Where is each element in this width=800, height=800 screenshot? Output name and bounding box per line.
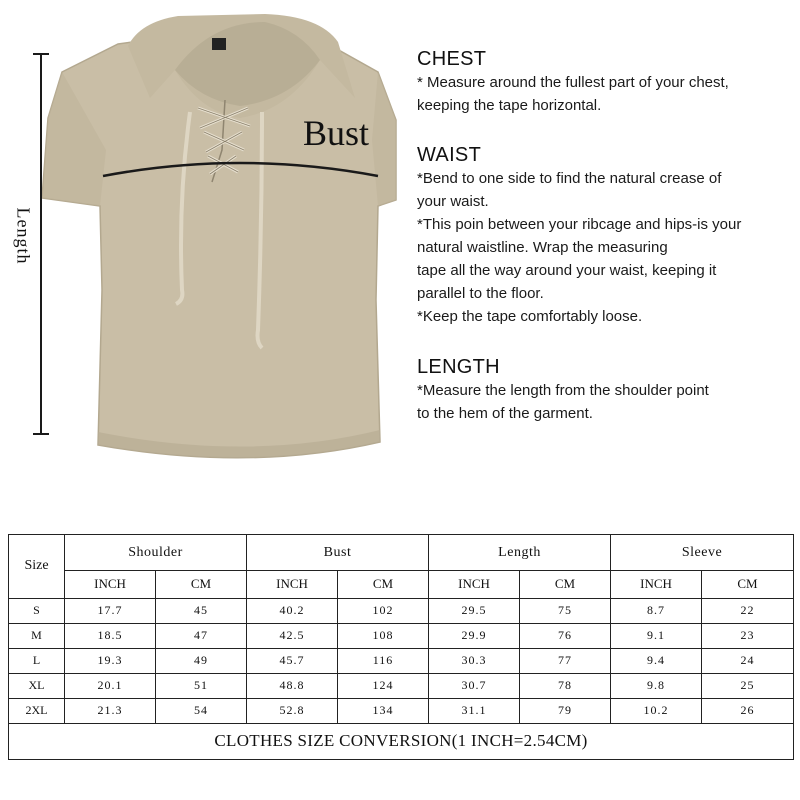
size-cell: L xyxy=(9,648,65,673)
table-cell: 20.1 xyxy=(65,673,156,698)
chest-heading: CHEST xyxy=(417,48,487,70)
table-cell: 77 xyxy=(520,648,611,673)
table-cell: 78 xyxy=(520,673,611,698)
size-cell: M xyxy=(9,623,65,648)
table-cell: 9.4 xyxy=(611,648,702,673)
table-cell: 45 xyxy=(156,598,247,623)
table-cell: 49 xyxy=(156,648,247,673)
bust-label: Bust xyxy=(303,113,370,153)
chest-line: keeping the tape horizontal. xyxy=(417,97,602,114)
table-cell: 9.1 xyxy=(611,623,702,648)
table-cell: 26 xyxy=(702,698,794,723)
table-cell: 40.2 xyxy=(247,598,338,623)
group-header-length: Length xyxy=(429,535,611,571)
hooded-shirt-image xyxy=(0,0,400,500)
waist-line: natural waistline. Wrap the measuring xyxy=(417,239,668,256)
table-cell: 23 xyxy=(702,623,794,648)
table-cell: 8.7 xyxy=(611,598,702,623)
waist-heading: WAIST xyxy=(417,144,482,166)
size-cell: 2XL xyxy=(9,698,65,723)
waist-line: *Keep the tape comfortably loose. xyxy=(417,308,643,325)
size-cell: S xyxy=(9,598,65,623)
table-cell: 47 xyxy=(156,623,247,648)
table-cell: 134 xyxy=(338,698,429,723)
table-cell: 108 xyxy=(338,623,429,648)
length-line: to the hem of the garment. xyxy=(417,405,593,422)
table-cell: 30.7 xyxy=(429,673,520,698)
shirt-illustration xyxy=(0,0,400,500)
group-header-bust: Bust xyxy=(247,535,429,571)
length-line: *Measure the length from the shoulder point xyxy=(417,382,709,399)
waist-line: tape all the way around your waist, keeping it xyxy=(417,262,717,279)
size-column-header: Size xyxy=(9,535,65,599)
table-cell: 21.3 xyxy=(65,698,156,723)
unit-header-row xyxy=(9,571,794,598)
size-cell: XL xyxy=(9,673,65,698)
group-header-shoulder: Shoulder xyxy=(65,535,247,571)
table-cell: 45.7 xyxy=(247,648,338,673)
table-row xyxy=(9,623,794,648)
unit-header: CM xyxy=(520,571,611,598)
table-cell: 29.5 xyxy=(429,598,520,623)
table-cell: 76 xyxy=(520,623,611,648)
table-row xyxy=(9,598,794,623)
unit-header: CM xyxy=(338,571,429,598)
length-heading: LENGTH xyxy=(417,356,500,378)
chest-section xyxy=(417,48,797,117)
table-cell: 42.5 xyxy=(247,623,338,648)
waist-line: your waist. xyxy=(417,193,489,210)
waist-line: parallel to the floor. xyxy=(417,285,544,302)
waist-line: *Bend to one side to find the natural crease of xyxy=(417,170,722,187)
conversion-footer-row xyxy=(9,723,794,759)
table-cell: 48.8 xyxy=(247,673,338,698)
table-row xyxy=(9,698,794,723)
table-cell: 25 xyxy=(702,673,794,698)
group-header-sleeve: Sleeve xyxy=(611,535,794,571)
table-cell: 124 xyxy=(338,673,429,698)
table-cell: 22 xyxy=(702,598,794,623)
unit-header: INCH xyxy=(611,571,702,598)
unit-header: INCH xyxy=(247,571,338,598)
table-cell: 31.1 xyxy=(429,698,520,723)
unit-header: CM xyxy=(156,571,247,598)
length-section xyxy=(417,356,797,425)
table-cell: 9.8 xyxy=(611,673,702,698)
table-cell: 10.2 xyxy=(611,698,702,723)
unit-header: INCH xyxy=(65,571,156,598)
table-row xyxy=(9,673,794,698)
table-cell: 17.7 xyxy=(65,598,156,623)
size-conversion-note: CLOTHES SIZE CONVERSION(1 INCH=2.54CM) xyxy=(9,723,794,759)
length-label: Length xyxy=(13,207,34,265)
table-cell: 30.3 xyxy=(429,648,520,673)
table-row xyxy=(9,648,794,673)
table-cell: 19.3 xyxy=(65,648,156,673)
waist-line: *This poin between your ribcage and hips-is your xyxy=(417,216,742,233)
waist-section xyxy=(417,144,797,328)
table-cell: 51 xyxy=(156,673,247,698)
table-cell: 29.9 xyxy=(429,623,520,648)
chest-line: * Measure around the fullest part of your chest, xyxy=(417,74,729,91)
unit-header: CM xyxy=(702,571,794,598)
unit-header: INCH xyxy=(429,571,520,598)
table-cell: 52.8 xyxy=(247,698,338,723)
table-cell: 24 xyxy=(702,648,794,673)
table-cell: 79 xyxy=(520,698,611,723)
table-cell: 102 xyxy=(338,598,429,623)
group-header-row xyxy=(9,535,794,571)
table-cell: 75 xyxy=(520,598,611,623)
size-chart-table xyxy=(8,534,794,760)
table-cell: 18.5 xyxy=(65,623,156,648)
table-cell: 116 xyxy=(338,648,429,673)
table-cell: 54 xyxy=(156,698,247,723)
